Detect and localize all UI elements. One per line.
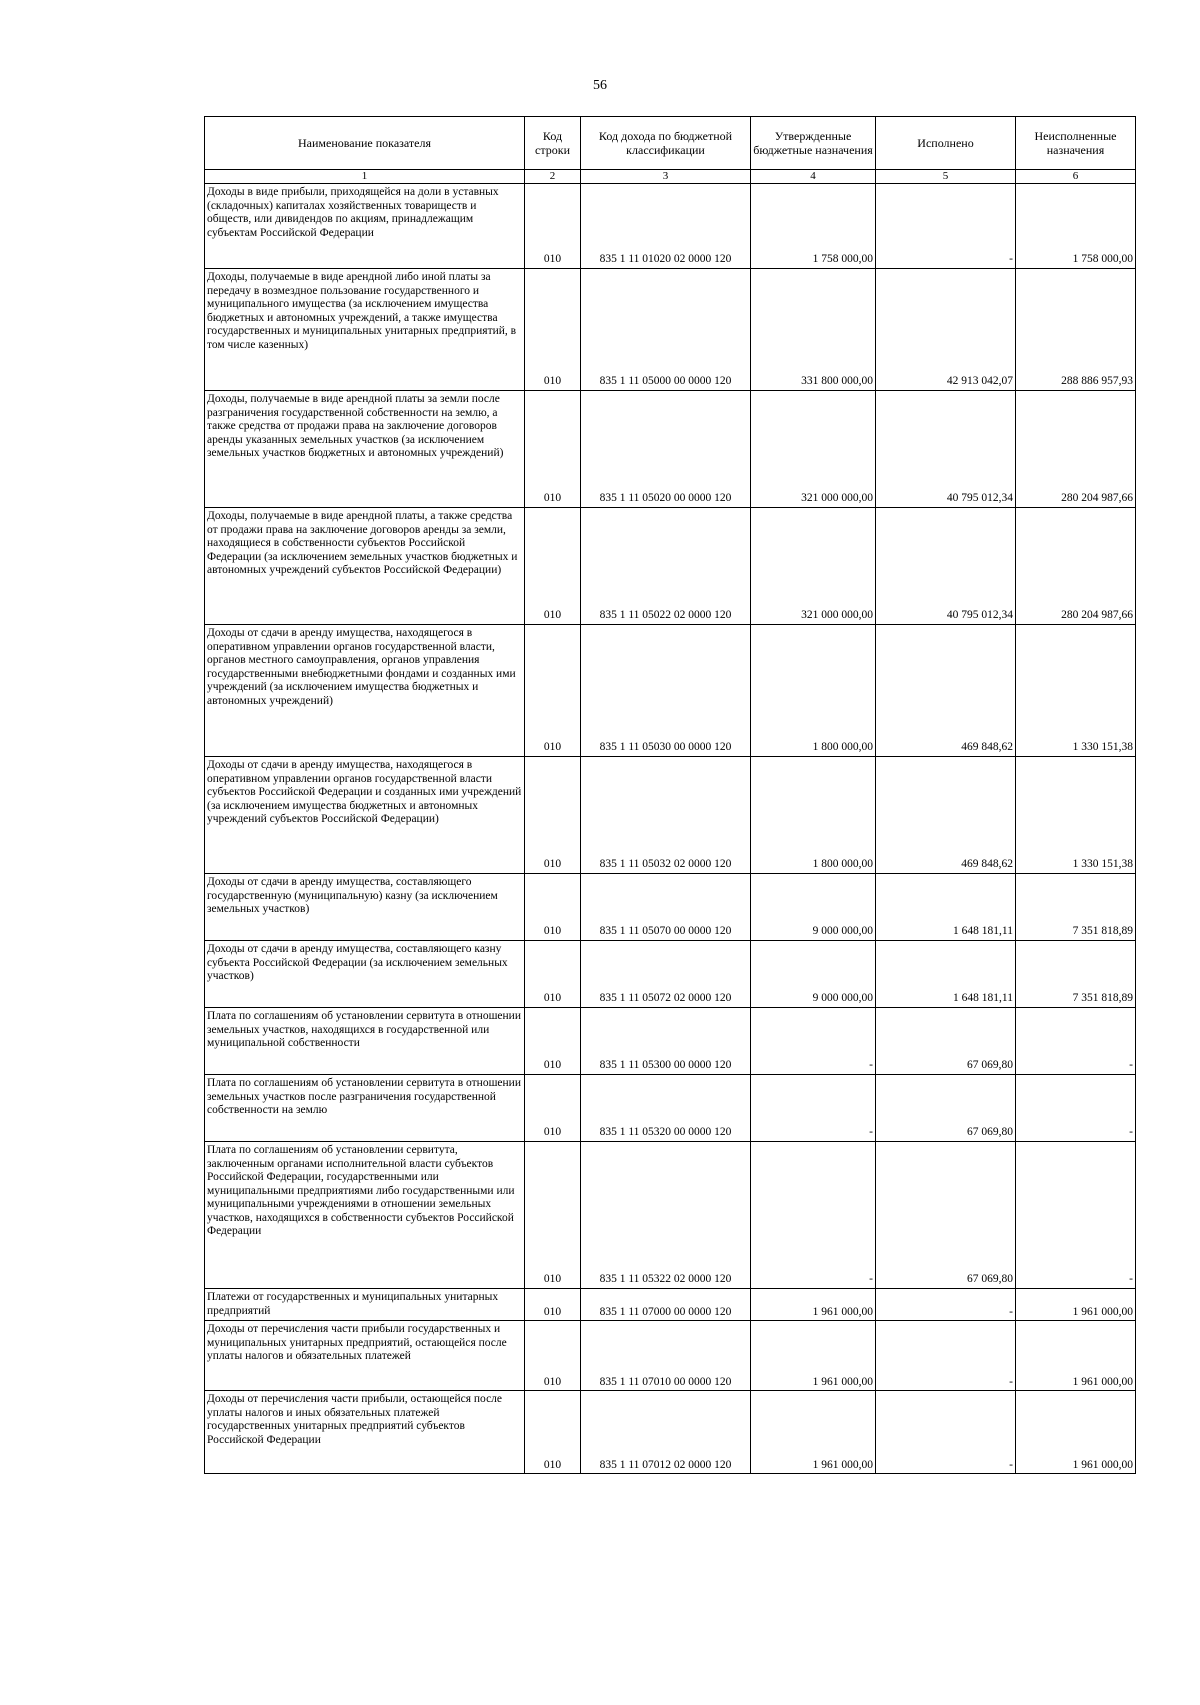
row-name: Плата по соглашениям об установлении сервитута в отношении земельных участков, находящихся в государственной или муниципальной собственности <box>205 1008 525 1075</box>
row-name: Доходы от сдачи в аренду имущества, составляющего государственную (муниципальную) казну (за исключением земельных участков) <box>205 874 525 941</box>
row-approved: 1 800 000,00 <box>751 757 876 874</box>
page-number: 56 <box>593 78 607 93</box>
row-name: Доходы, получаемые в виде арендной платы, а также средства от продажи права на заключение договоров аренды за земли, находящиеся в собственности субъектов Российской Федерации (за исключением земельных участков бюджетных и автономных учреждений субъектов Российской Федерации) <box>205 508 525 625</box>
row-executed: 67 069,80 <box>876 1008 1016 1075</box>
row-name: Доходы от сдачи в аренду имущества, находящегося в оперативном управлении органов государственной власти, органов местного самоуправления, органов управления государственными внебюджетными фондами и созданных ими учреждений (за исключением имущества бюджетных и автономных учреждений) <box>205 625 525 757</box>
table-row <box>205 391 1136 508</box>
table-row <box>205 874 1136 941</box>
row-executed: - <box>876 1391 1016 1474</box>
table-row <box>205 1008 1136 1075</box>
row-unexecuted: 7 351 818,89 <box>1016 941 1136 1008</box>
row-line-code: 010 <box>525 1142 581 1289</box>
row-unexecuted: 280 204 987,66 <box>1016 508 1136 625</box>
header-approved: Утвержденные бюджетные назначения <box>751 117 876 170</box>
row-approved: 321 000 000,00 <box>751 508 876 625</box>
row-unexecuted: 288 886 957,93 <box>1016 269 1136 391</box>
row-line-code: 010 <box>525 1391 581 1474</box>
header-line-code: Код строки <box>525 117 581 170</box>
column-number: 2 <box>525 170 581 184</box>
column-number: 5 <box>876 170 1016 184</box>
row-unexecuted: - <box>1016 1075 1136 1142</box>
row-income-code: 835 1 11 05300 00 0000 120 <box>581 1008 751 1075</box>
table-row <box>205 941 1136 1008</box>
table-row <box>205 625 1136 757</box>
row-approved: - <box>751 1142 876 1289</box>
row-approved: 9 000 000,00 <box>751 874 876 941</box>
row-executed: 67 069,80 <box>876 1075 1016 1142</box>
row-approved: 1 961 000,00 <box>751 1391 876 1474</box>
row-unexecuted: - <box>1016 1008 1136 1075</box>
row-line-code: 010 <box>525 1321 581 1391</box>
row-line-code: 010 <box>525 874 581 941</box>
row-name: Плата по соглашениям об установлении сервитута, заключенным органами исполнительной власти субъектов Российской Федерации, государственными или муниципальными предприятиями либо государственными или муниципальными учреждениями в отношении земельных участков, находящихся в собственности субъектов Российской Федерации <box>205 1142 525 1289</box>
row-executed: 42 913 042,07 <box>876 269 1016 391</box>
row-income-code: 835 1 11 05032 02 0000 120 <box>581 757 751 874</box>
row-name: Доходы от сдачи в аренду имущества, составляющего казну субъекта Российской Федерации (за исключением земельных участков) <box>205 941 525 1008</box>
row-income-code: 835 1 11 05000 00 0000 120 <box>581 269 751 391</box>
income-report-table <box>204 116 1136 1474</box>
row-line-code: 010 <box>525 757 581 874</box>
row-name: Доходы, получаемые в виде арендной либо иной платы за передачу в возмездное пользование государственного и муниципального имущества (за исключением имущества бюджетных и автономных учреждений, а также имущества государственных и муниципальных унитарных предприятий, в том числе казенных) <box>205 269 525 391</box>
row-name: Доходы от сдачи в аренду имущества, находящегося в оперативном управлении органов государственной власти субъектов Российской Федерации и созданных ими учреждений (за исключением имущества бюджетных и автономных учреждений субъектов Российской Федерации) <box>205 757 525 874</box>
row-income-code: 835 1 11 07000 00 0000 120 <box>581 1289 751 1321</box>
table-row <box>205 1142 1136 1289</box>
column-number: 3 <box>581 170 751 184</box>
row-approved: 1 961 000,00 <box>751 1289 876 1321</box>
row-approved: 9 000 000,00 <box>751 941 876 1008</box>
row-unexecuted: 280 204 987,66 <box>1016 391 1136 508</box>
header-unexecuted: Неисполненные назначения <box>1016 117 1136 170</box>
row-unexecuted: 1 961 000,00 <box>1016 1289 1136 1321</box>
row-approved: 1 758 000,00 <box>751 184 876 269</box>
row-unexecuted: 1 330 151,38 <box>1016 625 1136 757</box>
row-line-code: 010 <box>525 1075 581 1142</box>
table-row <box>205 184 1136 269</box>
row-unexecuted: 1 330 151,38 <box>1016 757 1136 874</box>
table-header <box>205 117 1136 184</box>
row-income-code: 835 1 11 05322 02 0000 120 <box>581 1142 751 1289</box>
row-line-code: 010 <box>525 625 581 757</box>
row-line-code: 010 <box>525 1289 581 1321</box>
column-number: 6 <box>1016 170 1136 184</box>
row-name: Платежи от государственных и муниципальных унитарных предприятий <box>205 1289 525 1321</box>
table-row <box>205 757 1136 874</box>
row-executed: 469 848,62 <box>876 625 1016 757</box>
row-executed: 40 795 012,34 <box>876 508 1016 625</box>
row-income-code: 835 1 11 07010 00 0000 120 <box>581 1321 751 1391</box>
table-row <box>205 1289 1136 1321</box>
row-line-code: 010 <box>525 391 581 508</box>
row-name: Доходы в виде прибыли, приходящейся на доли в уставных (складочных) капиталах хозяйственных товариществ и обществ, или дивидендов по акциям, принадлежащим субъектам Российской Федерации <box>205 184 525 269</box>
row-name: Плата по соглашениям об установлении сервитута в отношении земельных участков после разграничения государственной собственности на землю <box>205 1075 525 1142</box>
row-executed: - <box>876 1321 1016 1391</box>
row-line-code: 010 <box>525 269 581 391</box>
row-income-code: 835 1 11 05070 00 0000 120 <box>581 874 751 941</box>
row-approved: 321 000 000,00 <box>751 391 876 508</box>
row-unexecuted: - <box>1016 1142 1136 1289</box>
row-unexecuted: 1 758 000,00 <box>1016 184 1136 269</box>
row-approved: 331 800 000,00 <box>751 269 876 391</box>
row-executed: 1 648 181,11 <box>876 874 1016 941</box>
row-income-code: 835 1 11 05072 02 0000 120 <box>581 941 751 1008</box>
row-executed: 469 848,62 <box>876 757 1016 874</box>
row-executed: - <box>876 184 1016 269</box>
row-line-code: 010 <box>525 184 581 269</box>
row-unexecuted: 1 961 000,00 <box>1016 1321 1136 1391</box>
table-row <box>205 1321 1136 1391</box>
table-row <box>205 508 1136 625</box>
column-number: 4 <box>751 170 876 184</box>
row-approved: - <box>751 1008 876 1075</box>
row-executed: - <box>876 1289 1016 1321</box>
row-line-code: 010 <box>525 508 581 625</box>
row-unexecuted: 7 351 818,89 <box>1016 874 1136 941</box>
row-name: Доходы от перечисления части прибыли, остающейся после уплаты налогов и иных обязательных платежей государственных унитарных предприятий субъектов Российской Федерации <box>205 1391 525 1474</box>
row-income-code: 835 1 11 05030 00 0000 120 <box>581 625 751 757</box>
row-executed: 67 069,80 <box>876 1142 1016 1289</box>
row-income-code: 835 1 11 01020 02 0000 120 <box>581 184 751 269</box>
row-approved: 1 800 000,00 <box>751 625 876 757</box>
row-unexecuted: 1 961 000,00 <box>1016 1391 1136 1474</box>
column-number: 1 <box>205 170 525 184</box>
row-income-code: 835 1 11 05320 00 0000 120 <box>581 1075 751 1142</box>
row-line-code: 010 <box>525 941 581 1008</box>
table-row <box>205 269 1136 391</box>
row-executed: 1 648 181,11 <box>876 941 1016 1008</box>
header-name: Наименование показателя <box>205 117 525 170</box>
row-name: Доходы от перечисления части прибыли государственных и муниципальных унитарных предприятий, остающейся после уплаты налогов и обязательных платежей <box>205 1321 525 1391</box>
table-row <box>205 1075 1136 1142</box>
row-name: Доходы, получаемые в виде арендной платы за земли после разграничения государственной собственности на землю, а также средства от продажи права на заключение договоров аренды указанных земельных участков (за исключением земельных участков бюджетных и автономных учреждений) <box>205 391 525 508</box>
row-executed: 40 795 012,34 <box>876 391 1016 508</box>
header-income-code: Код дохода по бюджетной классификации <box>581 117 751 170</box>
row-approved: - <box>751 1075 876 1142</box>
row-income-code: 835 1 11 05020 00 0000 120 <box>581 391 751 508</box>
row-income-code: 835 1 11 07012 02 0000 120 <box>581 1391 751 1474</box>
table-row <box>205 1391 1136 1474</box>
row-income-code: 835 1 11 05022 02 0000 120 <box>581 508 751 625</box>
row-line-code: 010 <box>525 1008 581 1075</box>
row-approved: 1 961 000,00 <box>751 1321 876 1391</box>
header-executed: Исполнено <box>876 117 1016 170</box>
